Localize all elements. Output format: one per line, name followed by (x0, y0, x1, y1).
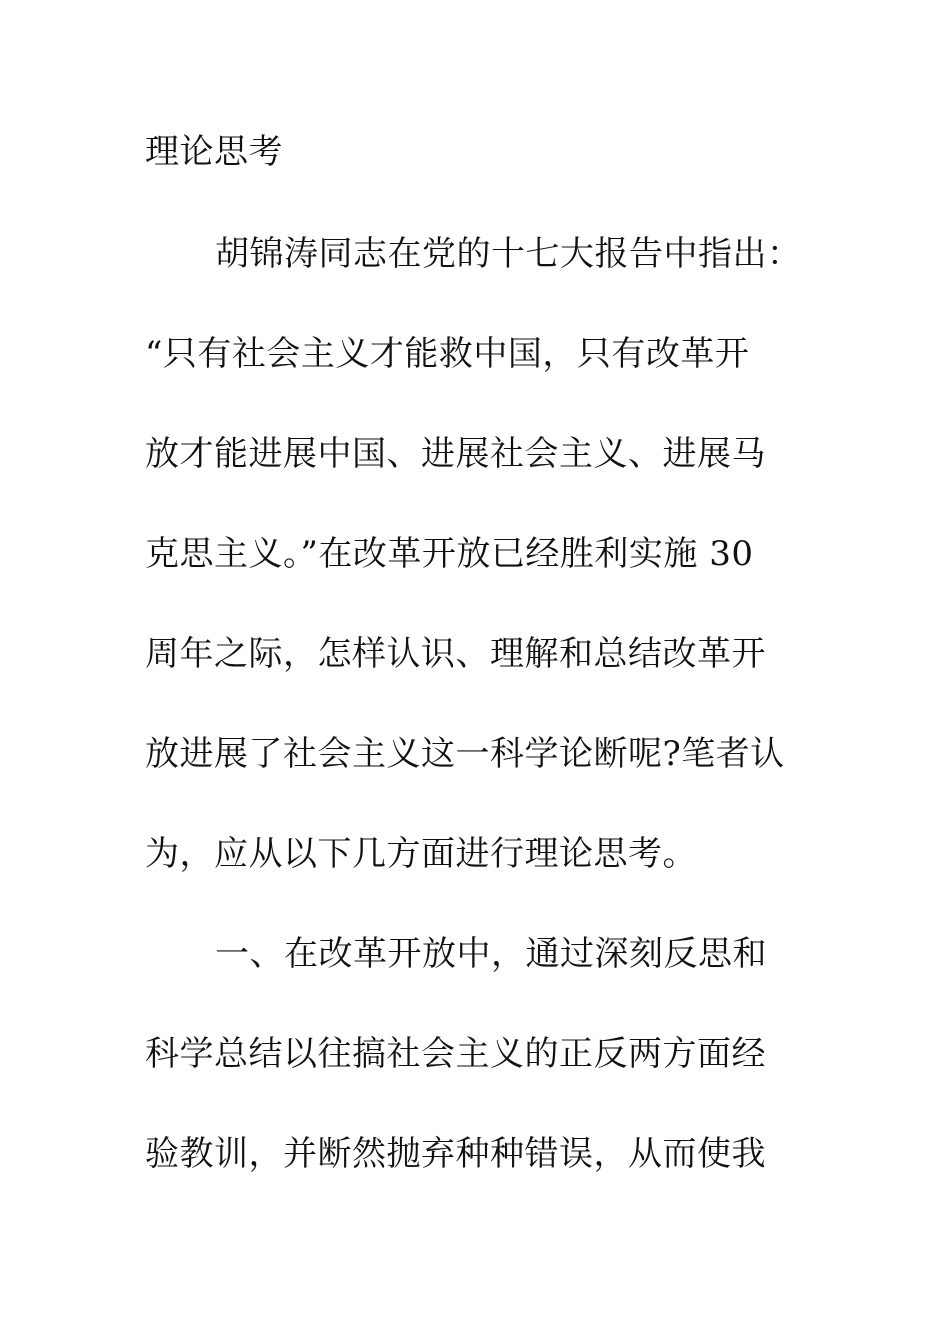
text-line: 放进展了社会主义这一科学论断呢?笔者认 (145, 734, 785, 774)
text-line: 胡锦涛同志在党的十七大报告中指出： (215, 234, 802, 274)
text-line: 放才能进展中国、进展社会主义、进展马 (145, 434, 766, 474)
text-line: 克思主义。”在改革开放已经胜利实施 30 (145, 534, 754, 574)
text-line: 科学总结以往搞社会主义的正反两方面经 (145, 1034, 766, 1074)
text-line: 理论思考 (145, 132, 283, 172)
text-line: “只有社会主义才能救中国，只有改革开 (145, 334, 750, 374)
text-line: 周年之际，怎样认识、理解和总结改革开 (145, 634, 766, 674)
text-line: 一、在改革开放中，通过深刻反思和 (215, 934, 767, 974)
text-line: 验教训，并断然抛弃种种错误，从而使我 (145, 1134, 766, 1174)
text-line: 为，应从以下几方面进行理论思考。 (145, 834, 697, 874)
